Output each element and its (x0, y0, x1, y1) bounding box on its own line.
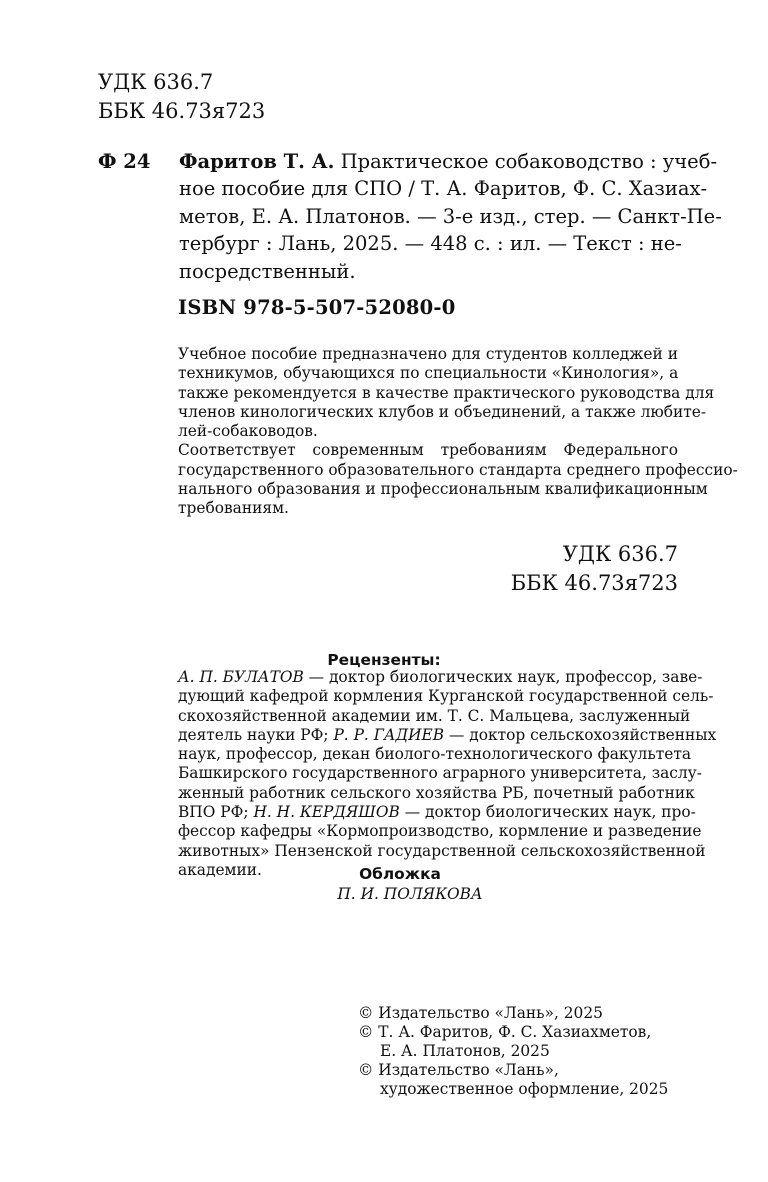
reviewer-line: женный работник сельского хозяйства РБ, почетный работник (178, 783, 695, 802)
copyright-line: художественное оформление, 2025 (380, 1080, 669, 1098)
reviewer-line: животных» Пензенской государственной сельскохозяйственной (178, 841, 706, 860)
reviewer-name: Н. Н. КЕРДЯШОВ (253, 803, 400, 822)
annotation-line: Соответствует современным требованиям Федерального (178, 441, 678, 460)
annotation-line: государственного образовательного стандарта среднего профессио- (178, 460, 738, 479)
biblio-line: тербург : Лань, 2025. — 448 с. : ил. — Текст : не- (179, 232, 682, 256)
reviewer-line: дующий кафедрой кормления Курганской государственной сель- (178, 687, 714, 706)
bibliographic-description (179, 148, 722, 285)
annotation-line: техникумов, обучающихся по специальности «Кинология», а (178, 364, 679, 383)
copyright-line: © Т. А. Фаритов, Ф. С. Хазиахметов, (358, 1023, 652, 1041)
classification-top (98, 68, 265, 126)
copyright-line: © Издательство «Лань», 2025 (358, 1004, 603, 1022)
author-name: Фаритов Т. А. (179, 150, 335, 173)
isbn: ISBN 978-5-507-52080-0 (178, 296, 456, 319)
annotation-line: также рекомендуется в качестве практического руководства для (178, 383, 715, 402)
annotation (178, 345, 738, 519)
reviewer-name: А. П. БУЛАТОВ (178, 668, 304, 686)
cover-heading: Обложка (359, 865, 441, 883)
udk-code: УДК 636.7 (562, 542, 678, 566)
biblio-line: Фаритов Т. А. Практическое собаководство : учеб- (179, 150, 718, 173)
annotation-line: членов кинологических клубов и объединений, а также любите- (178, 402, 707, 421)
reviewer-line: деятель науки РФ; Р. Р. ГАДИЕВ — доктор сельскохозяйственных (178, 725, 717, 744)
reviewer-line: академии. (178, 860, 262, 879)
reviewer-line: Башкирского государственного аграрного университета, заслу- (178, 764, 702, 783)
reviewers-text (178, 668, 717, 880)
bbk-code: ББК 46.73я723 (98, 99, 266, 123)
reviewer-line: А. П. БУЛАТОВ — доктор биологических наук, профессор, заве- (178, 668, 703, 686)
reviewer-line: скохозяйственной академии им. Т. С. Мальцева, заслуженный (178, 706, 691, 725)
reviewer-line: наук, профессор, декан биолого-технологического факультета (178, 745, 692, 764)
bbk-code: ББК 46.73я723 (510, 571, 678, 595)
annotation-line: требованиям. (178, 499, 289, 518)
annotation-line: лей-собаководов. (178, 422, 318, 441)
annotation-line: нального образования и профессиональным квалификационным (178, 480, 708, 499)
biblio-line: метов, Е. А. Платонов. — 3-е изд., стер. — Санкт-Пе- (179, 204, 722, 228)
author-mark: Ф 24 (98, 150, 151, 173)
copyright-line: Е. А. Платонов, 2025 (380, 1042, 550, 1060)
udk-code: УДК 636.7 (98, 70, 214, 94)
reviewer-line: ВПО РФ; Н. Н. КЕРДЯШОВ — доктор биологических наук, про- (178, 803, 696, 822)
copyright-block (358, 1004, 688, 1099)
copyright-line: © Издательство «Лань», (358, 1061, 559, 1079)
reviewer-name: Р. Р. ГАДИЕВ (333, 725, 445, 744)
reviewer-line: фессор кафедры «Кормопроизводство, кормление и разведение (178, 822, 702, 841)
cover-artist: П. И. ПОЛЯКОВА (337, 885, 483, 903)
biblio-line: ное пособие для СПО / Т. А. Фаритов, Ф. С. Хазиах- (179, 177, 708, 201)
reviewers-heading: Рецензенты: (327, 651, 441, 669)
classification-bottom (511, 540, 678, 598)
annotation-line: Учебное пособие предназначено для студентов колледжей и (178, 345, 678, 363)
biblio-line: посредственный. (179, 259, 356, 283)
